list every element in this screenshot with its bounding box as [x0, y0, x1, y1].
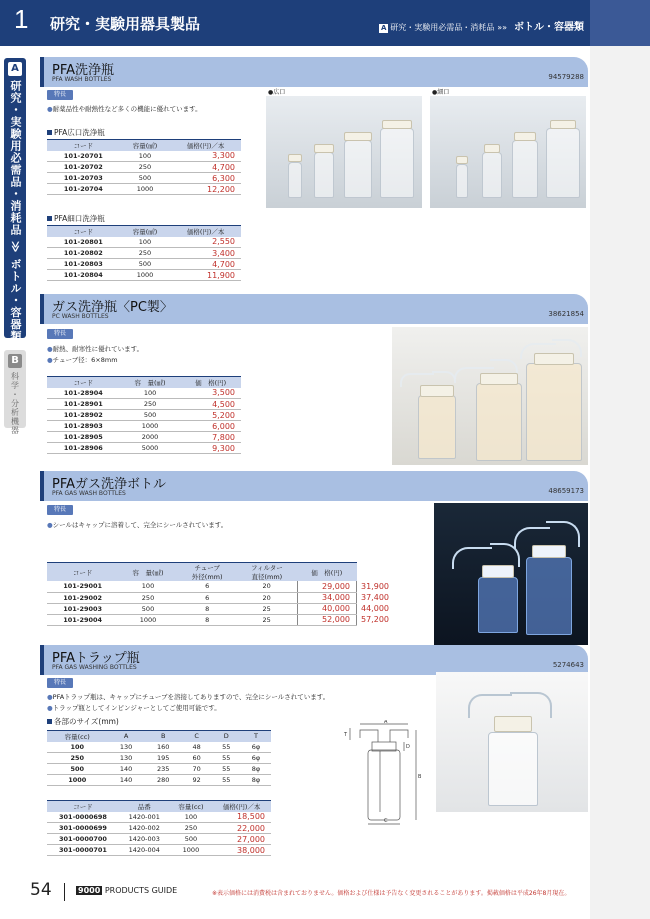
table-cell: 1000 [120, 184, 171, 195]
table-cell: 195 [145, 753, 182, 764]
column-header: コード [47, 563, 118, 582]
table-cell: 1000 [47, 775, 107, 786]
table-row [47, 823, 271, 834]
table-cell: 12,200 [170, 184, 241, 195]
table-cell: 101-20701 [47, 151, 120, 162]
column-header: フィルター 直径(mm) [237, 563, 297, 582]
table-cell: 101-20802 [47, 248, 120, 259]
table-cell: 1420-001 [119, 812, 170, 823]
table-cell: 101-28901 [47, 399, 120, 410]
trap-bottle-diagram [340, 720, 430, 825]
table-cell: 101-29003 [47, 603, 118, 614]
column-header: 価格(円)／本 [170, 140, 241, 151]
column-header: 容量(㎖) [120, 140, 171, 151]
table-cell: 250 [118, 592, 177, 603]
breadcrumb-arrows: »» [497, 23, 507, 32]
price-table-pc-gas-wash [47, 376, 241, 454]
table-row [47, 410, 241, 421]
table-cell: 2000 [120, 432, 181, 443]
column-header: 容量(㎖) [120, 226, 171, 237]
column-header: 容量(cc) [47, 731, 107, 742]
alt-price: 44,000 [361, 604, 389, 613]
table-cell: 101-29002 [47, 592, 118, 603]
category-letter: A [380, 24, 387, 32]
table-cell: 1420-002 [119, 823, 170, 834]
table-cell: 250 [120, 248, 171, 259]
footer-divider [64, 883, 65, 901]
table-cell: 25 [237, 614, 297, 625]
section-header-pfa-trap [40, 645, 588, 675]
table-cell: 25 [237, 603, 297, 614]
table-row [47, 184, 241, 195]
table-cell: 4,500 [180, 399, 241, 410]
page-title: 研究・実験用器具製品 [50, 15, 201, 33]
table-cell: 6φ [241, 742, 271, 753]
table-cell: 5000 [120, 443, 181, 454]
photo-wide-mouth-bottles [266, 89, 422, 208]
table-row [47, 742, 271, 753]
photo-pfa-trap-bottle [436, 672, 588, 812]
table-cell: 500 [120, 410, 181, 421]
price-table-wide-mouth [47, 139, 241, 195]
page-header [0, 0, 650, 46]
table-cell: 18,500 [212, 812, 271, 823]
column-header: T [241, 731, 271, 742]
table-cell: 100 [120, 388, 181, 399]
photo-label: ●広口 [268, 89, 286, 96]
table-cell: 101-28903 [47, 421, 120, 432]
column-header: 価 格(円) [297, 563, 356, 582]
table-cell: 101-28904 [47, 388, 120, 399]
table-cell: 60 [182, 753, 212, 764]
table-cell: 8 [178, 603, 237, 614]
column-header: 容 量(㎖) [120, 377, 181, 388]
table-row [47, 443, 241, 454]
table-row [47, 834, 271, 845]
table-cell: 70 [182, 764, 212, 775]
brand-box: 9000 [78, 886, 101, 895]
side-tab-b-letter: B [8, 354, 22, 368]
section-subtitle: PFA GAS WASHING BOTTLES [52, 664, 137, 671]
table-row [47, 845, 271, 856]
feature-bullet: ●耐熱、耐寒性に優れています。 [47, 345, 144, 353]
table-row [47, 764, 271, 775]
price-table-narrow-mouth [47, 225, 241, 281]
section-code: 48659173 [548, 487, 584, 495]
table-cell: 500 [170, 834, 213, 845]
table-cell: 500 [120, 259, 171, 270]
table-cell: 55 [211, 775, 241, 786]
section-subtitle: PFA WASH BOTTLES [52, 76, 112, 83]
table-cell: 250 [120, 399, 181, 410]
side-tab-a[interactable] [4, 58, 26, 343]
table-cell: 22,000 [212, 823, 271, 834]
table-cell: 160 [145, 742, 182, 753]
photo-pc-gas-wash-bottles [392, 327, 588, 465]
section-subtitle: PFA GAS WASH BOTTLES [52, 490, 126, 497]
table-cell: 6,000 [180, 421, 241, 432]
feature-bullet: ●トラップ瓶としてインピンジャーとしてご使用可能です。 [47, 704, 221, 712]
feature-bullet: ●シールはキャップに溶着して、完全にシールされています。 [47, 521, 228, 529]
table-row [47, 270, 241, 281]
feature-tag: 特長 [47, 505, 73, 515]
table-cell: 1000 [120, 270, 171, 281]
feature-tag: 特長 [47, 90, 73, 100]
table-cell: 250 [120, 162, 171, 173]
table-cell: 101-20702 [47, 162, 120, 173]
column-header: A [107, 731, 144, 742]
table-cell: 301-0000700 [47, 834, 119, 845]
table-cell: 100 [120, 237, 171, 248]
table-cell: 55 [211, 764, 241, 775]
feature-bullet: ●PFAトラップ瓶は、キャップにチューブを溶接してありますので、完全にシールされています。 [47, 693, 330, 701]
photo-narrow-mouth-bottles [430, 89, 586, 208]
section-title: PFAガス洗浄ボトル [52, 477, 167, 492]
column-header: D [211, 731, 241, 742]
table-cell: 101-28905 [47, 432, 120, 443]
side-tab-a-label: 研究・実験用必需品・消耗品 ≫ ボトル・容器類 [9, 80, 22, 343]
table-row [47, 173, 241, 184]
table-cell: 8φ [241, 775, 271, 786]
table-cell: 8 [178, 614, 237, 625]
column-header: コード [47, 801, 119, 812]
table-cell: 3,400 [170, 248, 241, 259]
table-row [47, 151, 241, 162]
table-cell: 100 [47, 742, 107, 753]
table-cell: 11,900 [170, 270, 241, 281]
table-cell: 55 [211, 753, 241, 764]
table-cell: 34,000 [297, 592, 356, 603]
table-cell: 4,700 [170, 259, 241, 270]
footer-brand [76, 886, 177, 895]
alt-price: 57,200 [361, 615, 389, 624]
table-row [47, 399, 241, 410]
table-cell: 301-0000701 [47, 845, 119, 856]
table-cell: 6 [178, 592, 237, 603]
section-code: 5274643 [552, 661, 584, 669]
table-cell: 9,300 [180, 443, 241, 454]
table-row [47, 432, 241, 443]
table-row [47, 775, 271, 786]
section-title: ガス洗浄瓶〈PC製〉 [52, 300, 173, 315]
table-cell: 5,200 [180, 410, 241, 421]
table-cell: 100 [120, 151, 171, 162]
column-header: コード [47, 140, 120, 151]
table-row [47, 581, 357, 592]
table-cell: 4,700 [170, 162, 241, 173]
table-cell: 55 [211, 742, 241, 753]
section-header-pc-gas-wash [40, 294, 588, 324]
table-cell: 52,000 [297, 614, 356, 625]
table-cell: 92 [182, 775, 212, 786]
section-subtitle: PC WASH BOTTLES [52, 313, 109, 320]
table-row [47, 753, 271, 764]
table-cell: 130 [107, 742, 144, 753]
column-header: 品番 [119, 801, 170, 812]
section-header-pfa-gas-wash [40, 471, 588, 501]
table-title: 各部のサイズ(mm) [47, 716, 119, 727]
table-cell: 130 [107, 753, 144, 764]
section-header-pfa-wash [40, 57, 588, 87]
right-margin [590, 0, 650, 919]
table-cell: 100 [118, 581, 177, 592]
table-cell: 1000 [118, 614, 177, 625]
section-title: PFAトラップ瓶 [52, 651, 140, 666]
column-header: 容量(cc) [170, 801, 213, 812]
column-header: 容 量(㎖) [118, 563, 177, 582]
side-tab-b[interactable] [4, 350, 26, 435]
dimension-label-c: C [384, 818, 388, 824]
column-header: チューブ 外径(mm) [178, 563, 237, 582]
table-cell: 235 [145, 764, 182, 775]
column-header: 価 格(円) [180, 377, 241, 388]
feature-tag: 特長 [47, 329, 73, 339]
breadcrumb-current: ボトル・容器類 [514, 22, 584, 33]
chapter-number: 1 [14, 4, 29, 34]
table-cell: 2,550 [170, 237, 241, 248]
table-cell: 38,000 [212, 845, 271, 856]
table-cell: 101-20803 [47, 259, 120, 270]
table-row [47, 388, 241, 399]
column-header: コード [47, 226, 120, 237]
table-cell: 7,800 [180, 432, 241, 443]
table-cell: 500 [118, 603, 177, 614]
table-title: PFA細口洗浄瓶 [47, 213, 105, 224]
table-cell: 20 [237, 581, 297, 592]
table-row [47, 421, 241, 432]
table-cell: 40,000 [297, 603, 356, 614]
table-cell: 301-0000698 [47, 812, 119, 823]
feature-tag: 特長 [47, 678, 73, 688]
table-cell: 1000 [170, 845, 213, 856]
table-row [47, 592, 357, 603]
dimension-label-a: A [384, 720, 388, 725]
column-header: 価格(円)／本 [212, 801, 271, 812]
alt-price: 37,400 [361, 593, 389, 602]
alt-price: 31,900 [361, 582, 389, 591]
table-cell: 140 [107, 775, 144, 786]
table-cell: 101-29004 [47, 614, 118, 625]
table-cell: 3,500 [180, 388, 241, 399]
section-title: PFA洗浄瓶 [52, 63, 115, 78]
table-cell: 27,000 [212, 834, 271, 845]
table-row [47, 603, 357, 614]
table-cell: 1420-004 [119, 845, 170, 856]
table-row [47, 259, 241, 270]
breadcrumb [379, 18, 584, 33]
header-edge [590, 0, 650, 46]
table-cell: 140 [107, 764, 144, 775]
photo-label: ●細口 [432, 89, 450, 96]
column-header: 価格(円)／本 [170, 226, 241, 237]
table-cell: 101-29001 [47, 581, 118, 592]
table-cell: 6,300 [170, 173, 241, 184]
page-number: 54 [30, 880, 52, 900]
table-row [47, 812, 271, 823]
price-table-pfa-trap [47, 800, 271, 856]
table-cell: 250 [47, 753, 107, 764]
table-cell: 500 [47, 764, 107, 775]
table-row [47, 614, 357, 625]
dimension-label-b: B [418, 774, 422, 780]
table-cell: 8φ [241, 764, 271, 775]
footer-note: ※表示価格には消費税は含まれておりません。価格および仕様は予告なく変更されることがあります。掲載価格は平成26年8月現在。 [212, 890, 571, 897]
table-cell: 3,300 [170, 151, 241, 162]
table-cell: 301-0000699 [47, 823, 119, 834]
table-cell: 250 [170, 823, 213, 834]
table-cell: 101-20703 [47, 173, 120, 184]
feature-bullet: ●チューブ径：6×8mm [47, 356, 118, 364]
section-code: 94579288 [548, 73, 584, 81]
dimension-label-d: D [406, 744, 410, 750]
column-header: C [182, 731, 212, 742]
table-cell: 1000 [120, 421, 181, 432]
table-cell: 101-20704 [47, 184, 120, 195]
table-cell: 101-28902 [47, 410, 120, 421]
dimension-label-t: T [344, 732, 348, 738]
table-cell: 6 [178, 581, 237, 592]
section-code: 38621854 [548, 310, 584, 318]
table-cell: 1420-003 [119, 834, 170, 845]
feature-bullet: ●耐薬品性や耐熱性など多くの機能に優れています。 [47, 105, 202, 113]
photo-pfa-gas-wash-bottles [434, 503, 588, 645]
price-table-pfa-gas-wash [47, 562, 357, 626]
column-header: コード [47, 377, 120, 388]
column-header: B [145, 731, 182, 742]
brand-label: PRODUCTS GUIDE [104, 886, 178, 895]
table-cell: 20 [237, 592, 297, 603]
side-tab-b-label: 科学・分析機器 [10, 372, 20, 435]
table-cell: 48 [182, 742, 212, 753]
side-tab-a-letter: A [8, 62, 22, 76]
table-cell: 280 [145, 775, 182, 786]
table-cell: 101-28906 [47, 443, 120, 454]
table-cell: 100 [170, 812, 213, 823]
table-title: PFA広口洗浄瓶 [47, 127, 105, 138]
table-cell: 6φ [241, 753, 271, 764]
table-cell: 101-20801 [47, 237, 120, 248]
table-row [47, 162, 241, 173]
table-row [47, 248, 241, 259]
table-cell: 500 [120, 173, 171, 184]
table-cell: 29,000 [297, 581, 356, 592]
table-cell: 101-20804 [47, 270, 120, 281]
size-table-pfa-trap [47, 730, 271, 786]
table-row [47, 237, 241, 248]
breadcrumb-path: 研究・実験用必需品・消耗品 [390, 23, 495, 32]
